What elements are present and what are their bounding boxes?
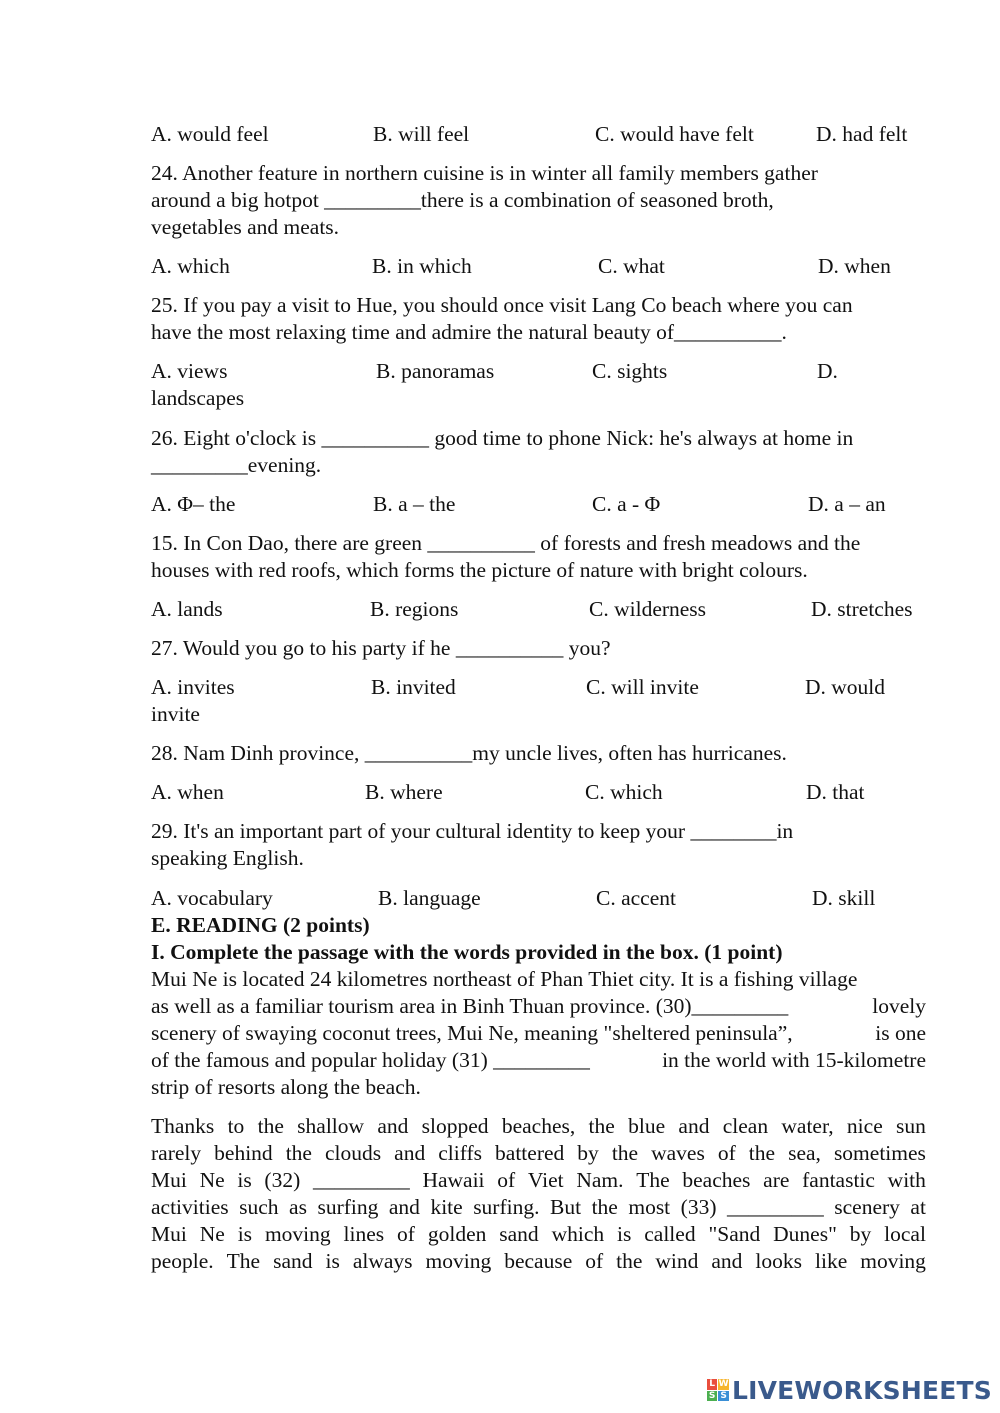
para2-word: sand: [273, 1249, 313, 1273]
q28-line-1: 28. Nam Dinh province, __________my uncle lives, often has hurricanes.: [151, 741, 787, 765]
para2-line: [151, 1194, 926, 1221]
para2-word: fantastic: [802, 1168, 875, 1192]
q27-line-1: 27. Would you go to his party if he __________ you?: [151, 636, 611, 660]
para2-word: Thanks: [151, 1114, 215, 1138]
para2-word: "Sand: [708, 1222, 761, 1246]
para1-segment: scenery of swaying coconut trees, Mui Ne, meaning "sheltered peninsula”,: [151, 1021, 793, 1045]
para2-word: But: [549, 1195, 582, 1219]
para2-word: moving: [264, 1222, 331, 1246]
q15-option-b[interactable]: B. regions: [370, 597, 459, 621]
para2-word: the: [588, 1114, 615, 1138]
para2-word: Mui: [151, 1222, 187, 1246]
para2-word: called: [644, 1222, 696, 1246]
reading-heading: E. READING (2 points): [151, 913, 370, 937]
para2-word: moving: [860, 1249, 926, 1273]
para2-word: Mui: [151, 1168, 187, 1192]
q24-option-a[interactable]: A. which: [151, 254, 230, 278]
para2-word: lines: [343, 1222, 385, 1246]
para1-segment: in the world with 15-kilometre: [662, 1048, 926, 1072]
q26-option-d[interactable]: D. a – an: [808, 492, 886, 516]
para2-word: slopped: [421, 1114, 489, 1138]
para2-word: by: [577, 1141, 599, 1165]
para2-word: surfing.: [473, 1195, 540, 1219]
para1-segment: lovely: [872, 994, 926, 1018]
para2-word: rarely: [151, 1141, 202, 1165]
para2-word: wind: [655, 1249, 699, 1273]
para2-word: and: [678, 1114, 710, 1138]
para2-word: and: [711, 1249, 743, 1273]
para2-word: activities: [151, 1195, 229, 1219]
q27-option-c[interactable]: C. will invite: [586, 675, 699, 699]
q29-option-b[interactable]: B. language: [378, 886, 481, 910]
q27-option-d[interactable]: D. would: [805, 675, 886, 699]
para2-word: (32): [264, 1168, 301, 1192]
q29-line-2: speaking English.: [151, 846, 304, 870]
para2-line: [151, 1113, 926, 1140]
para2-word: which: [551, 1222, 605, 1246]
mark-cell: S: [720, 1390, 728, 1401]
para2-word: by: [849, 1222, 872, 1246]
para2-word: are: [763, 1168, 790, 1192]
para2-word: beaches,: [501, 1114, 576, 1138]
para2-line: [151, 1167, 926, 1194]
para2-word: Ne: [199, 1168, 225, 1192]
para2-word: sea,: [788, 1141, 821, 1165]
liveworksheets-mark-icon: [707, 1379, 729, 1401]
para2-word: The: [636, 1168, 670, 1192]
q25-option-d[interactable]: D.: [817, 359, 838, 383]
q28-option-c[interactable]: C. which: [585, 780, 663, 804]
liveworksheets-logo: [707, 1375, 992, 1405]
para2-word: shallow: [297, 1114, 365, 1138]
para2-word: the: [591, 1195, 618, 1219]
para2-word: moving: [425, 1249, 492, 1273]
q27-option-a[interactable]: A. invites: [151, 675, 235, 699]
q25-line-2: have the most relaxing time and admire the natural beauty of__________.: [151, 320, 787, 344]
para2-word: at: [910, 1195, 926, 1219]
para2-word: _________: [312, 1168, 410, 1192]
q25-option-c[interactable]: C. sights: [592, 359, 668, 383]
q25-option-b[interactable]: B. panoramas: [376, 359, 495, 383]
q26-option-b[interactable]: B. a – the: [373, 492, 456, 516]
para2-word: of: [397, 1222, 415, 1246]
para2-word: beaches: [682, 1168, 751, 1192]
para2-line: [151, 1248, 926, 1275]
q15-option-d[interactable]: D. stretches: [811, 597, 913, 621]
para2-word: is: [237, 1222, 253, 1246]
para2-word: the: [611, 1141, 639, 1165]
para2-word: nice: [846, 1114, 883, 1138]
para2-word: Viet: [527, 1168, 564, 1192]
para2-word: Dunes": [773, 1222, 837, 1246]
para2-word: the: [748, 1141, 776, 1165]
para2-word: golden: [427, 1222, 487, 1246]
para2-word: because: [504, 1249, 573, 1273]
q28-option-b[interactable]: B. where: [365, 780, 443, 804]
para2-word: _________: [727, 1195, 824, 1219]
q25-line-1: 25. If you pay a visit to Hue, you should once visit Lang Co beach where you can: [151, 293, 853, 317]
para2-word: of: [585, 1249, 604, 1273]
para2-word: is: [617, 1222, 632, 1246]
q25-option-a[interactable]: A. views: [151, 359, 228, 383]
q29-option-c[interactable]: C. accent: [596, 886, 676, 910]
para2-word: as: [289, 1195, 307, 1219]
q24-line-2: around a big hotpot _________there is a combination of seasoned broth,: [151, 188, 774, 212]
para2-line: [151, 1221, 926, 1248]
para2-word: with: [887, 1168, 926, 1192]
q24-option-b[interactable]: B. in which: [372, 254, 472, 278]
para2-word: clean: [722, 1114, 769, 1138]
q24-option-d[interactable]: D. when: [818, 254, 891, 278]
para1-segment: as well as a familiar tourism area in Binh Thuan province. (30)_________: [151, 994, 789, 1018]
para2-word: always: [352, 1249, 413, 1273]
q15-line-2: houses with red roofs, which forms the picture of nature with bright colours.: [151, 558, 808, 582]
liveworksheets-wordmark: LIVEWORKSHEETS: [731, 1375, 992, 1405]
para2-word: sand: [499, 1222, 539, 1246]
para2-word: such: [239, 1195, 279, 1219]
para2-word: the: [616, 1249, 643, 1273]
q15-option-a[interactable]: A. lands: [151, 597, 223, 621]
q29-option-a[interactable]: A. vocabulary: [151, 886, 273, 910]
para2-word: surfing: [317, 1195, 379, 1219]
q23-option-a[interactable]: A. would feel: [151, 122, 269, 146]
para2-word: sometimes: [833, 1141, 926, 1165]
para2-word: waves: [651, 1141, 705, 1165]
para2-word: sun: [896, 1114, 926, 1138]
mark-cell: W: [718, 1379, 729, 1389]
para2-word: to: [227, 1114, 245, 1138]
q24-option-c[interactable]: C. what: [598, 254, 665, 278]
para1-segment: Mui Ne is located 24 kilometres northeast of Phan Thiet city. It is a fishing village: [151, 967, 858, 991]
para2-word: water,: [781, 1114, 834, 1138]
para2-word: The: [226, 1249, 261, 1273]
para2-word: blue: [628, 1114, 666, 1138]
q29-option-d[interactable]: D. skill: [812, 886, 876, 910]
q24-line-3: vegetables and meats.: [151, 215, 340, 239]
q28-option-d[interactable]: D. that: [806, 780, 865, 804]
para2-word: people.: [151, 1249, 214, 1273]
para2-word: battered: [495, 1141, 565, 1165]
q26-line-1: 26. Eight o'clock is __________ good time to phone Nick: he's always at home in: [151, 426, 854, 450]
para2-word: is: [237, 1168, 252, 1192]
mark-cell: L: [707, 1379, 718, 1390]
para2-line: [151, 1140, 926, 1167]
para2-word: like: [815, 1249, 848, 1273]
para2-word: and: [388, 1195, 420, 1219]
para1-line: [151, 1020, 926, 1047]
para2-word: clouds: [325, 1141, 382, 1165]
para2-word: local: [884, 1222, 926, 1246]
mark-cell: S: [708, 1390, 716, 1401]
q24-line-1: 24. Another feature in northern cuisine is in winter all family members gather: [151, 161, 818, 185]
para2-word: is: [325, 1249, 340, 1273]
para1-line: [151, 966, 926, 993]
reading-subheading: I. Complete the passage with the words provided in the box. (1 point): [151, 940, 783, 964]
q26-line-2: _________evening.: [151, 453, 322, 477]
para2-word: most: [628, 1195, 671, 1219]
para1-line: [151, 993, 926, 1020]
q29-line-1: 29. It's an important part of your cultural identity to keep your ________in: [151, 819, 794, 843]
para2-word: scenery: [834, 1195, 900, 1219]
q23-option-c[interactable]: C. would have felt: [595, 122, 754, 146]
q26-option-c[interactable]: C. a - Φ: [592, 492, 661, 516]
para2-word: looks: [755, 1249, 803, 1273]
para2-word: the: [257, 1114, 284, 1138]
para1-line: [151, 1047, 926, 1074]
q28-option-a[interactable]: A. when: [151, 780, 224, 804]
para2-word: the: [285, 1141, 312, 1165]
para2-word: Ne: [199, 1222, 225, 1246]
q26-option-a[interactable]: A. Φ– the: [151, 492, 236, 516]
q27-option-d-wrap[interactable]: invite: [151, 702, 200, 726]
para2-word: of: [497, 1168, 516, 1192]
q25-option-d-wrap[interactable]: landscapes: [151, 386, 245, 410]
para2-word: Nam.: [576, 1168, 624, 1192]
para2-word: behind: [214, 1141, 273, 1165]
para2-word: and: [394, 1141, 426, 1165]
q23-option-b[interactable]: B. will feel: [373, 122, 470, 146]
para1-segment: of the famous and popular holiday (31) _________: [151, 1048, 590, 1072]
para2-word: (33): [680, 1195, 717, 1219]
para2-word: Hawaii: [422, 1168, 485, 1192]
para1-segment: is one: [875, 1021, 926, 1045]
q23-option-d[interactable]: D. had felt: [816, 122, 908, 146]
para2-word: of: [717, 1141, 736, 1165]
para1-line: strip of resorts along the beach.: [151, 1075, 421, 1099]
q15-line-1: 15. In Con Dao, there are green __________ of forests and fresh meadows and the: [151, 531, 861, 555]
q15-option-c[interactable]: C. wilderness: [589, 597, 707, 621]
q27-option-b[interactable]: B. invited: [371, 675, 456, 699]
para2-word: and: [377, 1114, 409, 1138]
para2-word: cliffs: [438, 1141, 483, 1165]
para2-word: kite: [430, 1195, 463, 1219]
